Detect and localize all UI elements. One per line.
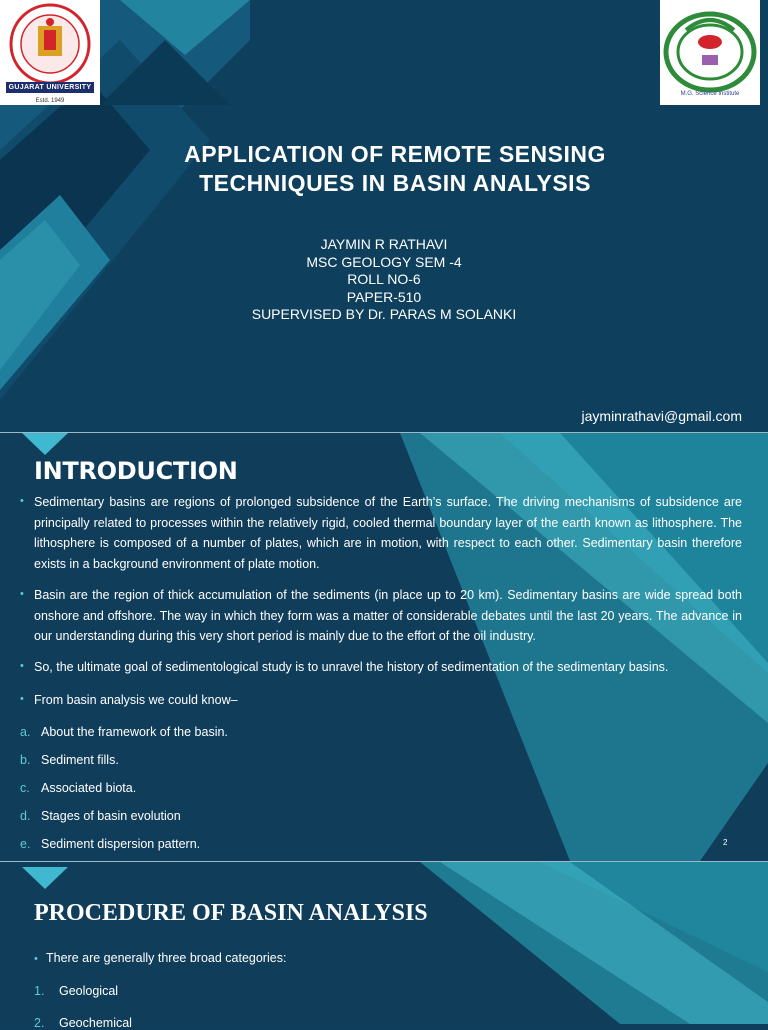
list-item: Sediment fills. xyxy=(41,753,119,767)
list-marker: a. xyxy=(20,725,31,739)
course: MSC GEOLOGY SEM -4 xyxy=(306,253,462,270)
introduction-heading: INTRODUCTION xyxy=(34,457,238,485)
author-name: JAYMIN R RATHAVI xyxy=(320,236,448,252)
list-item: Stages of basin evolution xyxy=(41,809,181,823)
mg-science-institute-logo xyxy=(660,0,760,105)
bullet-icon: • xyxy=(20,660,24,672)
list-marker: c. xyxy=(20,781,30,795)
title-slide xyxy=(0,0,768,432)
list-marker: e. xyxy=(20,837,31,851)
bullet-icon: • xyxy=(20,495,24,507)
bullet-icon: • xyxy=(20,693,24,705)
list-marker: 2. xyxy=(34,1016,45,1030)
list-marker: 1. xyxy=(34,984,45,998)
title-line-2: TECHNIQUES IN BASIN ANALYSIS xyxy=(199,170,591,196)
logo-caption: M.G. Science Institute xyxy=(680,91,740,97)
intro-paragraph-1: Sedimentary basins are regions of prolonged subsidence of the Earth’s surface. The driving mechanisms of subsidence are principally related to processes within the relatively rigid, cooled thermal boundary layer of the earth known as lithosphere. The lithosphere is composed of a number of plates, which are in motion, with respect to each other. Sedimentary basin therefore exists in a background environment of plate motion. xyxy=(34,495,742,571)
list-item: Sediment dispersion pattern. xyxy=(41,837,201,851)
gujarat-university-logo xyxy=(0,0,100,105)
presentation-title xyxy=(0,140,768,198)
intro-paragraph-3: So, the ultimate goal of sedimentological study is to unravel the history of sedimentation of the sedimentary basins. xyxy=(34,660,669,674)
procedure-slide xyxy=(0,862,768,1024)
list-item: Associated biota. xyxy=(41,781,137,795)
email: jayminrathavi@gmail.com xyxy=(581,408,742,424)
author-info xyxy=(0,236,768,324)
intro-paragraph-2: Basin are the region of thick accumulation of the sediments (in place up to 20 km). Sedimentary basins are wide spread both onshore and offshore. The way in which they form was a matter of considerable debates until the last 20 years. The advance in our understanding during this very short period is mainly due to the effort of the oil industry. xyxy=(34,588,742,643)
procedure-intro: There are generally three broad categories: xyxy=(46,951,287,965)
supervisor: SUPERVISED BY Dr. PARAS M SOLANKI xyxy=(251,306,517,322)
roll-number: ROLL NO-6 xyxy=(347,271,421,287)
paper: PAPER-510 xyxy=(346,288,422,305)
list-marker: b. xyxy=(20,753,31,767)
list-item: Geological xyxy=(59,984,119,998)
logo-est: Estd. 1949 xyxy=(35,98,65,104)
procedure-heading: PROCEDURE OF BASIN ANALYSIS xyxy=(34,900,428,926)
bullet-icon: • xyxy=(20,588,24,600)
slide-decoration xyxy=(0,862,768,1024)
list-item: About the framework of the basin. xyxy=(41,725,228,739)
slide-decoration xyxy=(0,0,768,432)
list-item: Geochemical xyxy=(59,1016,132,1030)
page-number: 2 xyxy=(723,838,728,847)
list-marker: d. xyxy=(20,809,31,823)
logo-caption: GUJARAT UNIVERSITY xyxy=(6,82,94,93)
bullet-icon: • xyxy=(34,953,38,965)
title-line-1: APPLICATION OF REMOTE SENSING xyxy=(184,141,606,167)
intro-paragraph-4: From basin analysis we could know– xyxy=(34,693,238,707)
